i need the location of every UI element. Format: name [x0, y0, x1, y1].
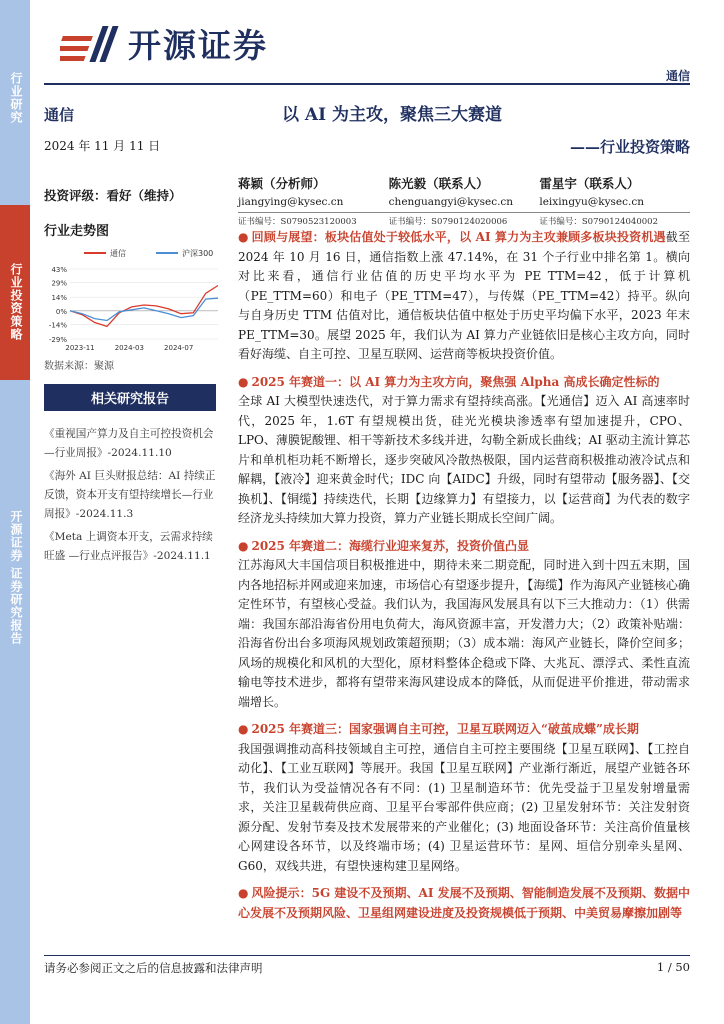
bullet-icon: ●	[238, 886, 249, 900]
y-tick-label: 0%	[55, 307, 67, 316]
trend-chart	[44, 245, 222, 353]
section-heading: 2025 年赛道二：海缆行业迎来复苏，投资价值凸显	[251, 538, 530, 553]
x-tick-label: 2023-11	[65, 344, 95, 352]
section-text: 全球 AI 大模型快速迭代，对于算力需求有望持续高涨。【光通信】迈入 AI 高速率时代，2025 年，1.6T 有望规模出货，硅光光模块渗透率有望加速提升，CPO、LPO、薄膜铌酸锂、相干等新技术多线并进，勾勒全新成长曲线；AI 驱动主流计算芯片和单机柜功耗不断增长，逐步突破风冷散热极限，国内运营商积极推动液冷试点和解耦，【液冷】迎来黄金时代；IDC 向【AIDC】升级，同时有望带动【服务器】、【交换机】、【铜缆】持续迭代，长期【边缘算力】有望接力，以【运营商】为代表的数字经济龙头持续加大算力投资，算力产业链长期成长空间广阔。	[238, 394, 690, 525]
sidebar-block-brand	[0, 380, 30, 1024]
section-review	[238, 228, 690, 365]
related-reports-list	[44, 425, 216, 566]
y-tick-label: 43%	[51, 266, 67, 274]
section-text: 我国强调推动高科技领域自主可控，通信自主可控主要围绕【卫星互联网】、【工控自动化】、【工业互联网】等展开。我国【卫星互联网】产业渐行渐近，展望产业链各环节，我们认为受益情况各有不同：(1) 卫星制造环节：优先受益于卫星发射增量需求，关注卫星载荷供应商、卫星平台零部件供应商；(2) 卫星发射环节：关注发射资源分配、发射节奏及技术发展带来的产业催化；(3) 地面设备环节：关注高价值量核心网建设各环节，以及终端市场；(4) 卫星运营环节：星网、垣信分别牵头星网、G60，双线共进，有望快速构建卫星网络。	[238, 741, 690, 873]
analyst-email[interactable]: chenguangyi@kysec.cn	[388, 196, 514, 208]
analyst-name: 雷星宇（联系人）	[539, 176, 640, 191]
section-track-one	[238, 373, 690, 529]
x-tick-label: 2024-03	[114, 344, 144, 352]
bullet-icon: ●	[238, 538, 249, 553]
x-tick-label: 2024-07	[164, 344, 194, 352]
analyst-email[interactable]: leixingyu@kysec.cn	[539, 196, 644, 208]
page-number: 1 / 50	[656, 960, 690, 974]
section-risk	[238, 884, 690, 923]
investment-rating: 投资评级：看好（维持）	[44, 188, 182, 203]
y-tick-label: 14%	[51, 294, 67, 303]
section-track-two	[238, 537, 690, 713]
section-heading: 风险提示：	[251, 886, 312, 900]
analyst-cert: 证书编号：S0790124040002	[539, 212, 690, 227]
report-date: 2024 年 11 月 11 日	[44, 139, 161, 153]
trend-chart-svg	[44, 245, 222, 353]
y-tick-label: -14%	[48, 321, 67, 330]
left-sector: 通信	[44, 106, 75, 124]
left-column	[44, 92, 216, 570]
section-text: 截至 2024 年 10 月 16 日，通信指数上涨 47.14%，在 31 个子行业中排名第 1。横向对比来看，通信行业估值的历史平均水平为 PE TTM=42，低于计算机（PE_TTM=60）和电子（PE_TTM=47），与传媒（PE_TTM=42）持平。纵向与自身历史 TTM 估值对比，通信板块估值中枢处于历史平均偏下水平，2023 年末 PE_TTM=30。展望 2025 年，我们认为 AI 算力产业链依旧是核心主攻方向，同时看好海缆、自主可控、卫星互联网、运营商等板块投资价值。	[238, 230, 690, 361]
sidebar-label-brand: 开源证券 证券研究报告	[9, 510, 23, 646]
sidebar-block-strategy	[0, 205, 30, 380]
trend-chart-title: 行业走势图	[44, 224, 110, 239]
kysec-logo-icon	[60, 22, 124, 66]
legend-label: 沪深300	[182, 249, 214, 258]
chart-source: 数据来源：聚源	[44, 361, 114, 372]
header-sector: 通信	[665, 69, 690, 83]
section-text: 5G 建设不及预期、AI 发展不及预期、智能制造发展不及预期、数据中心发展不及预期风险、卫星组网建设进度及投资规模低于预期、中美贸易摩擦加剧等	[238, 886, 690, 920]
report-title: 以 AI 为主攻，聚焦三大赛道	[282, 105, 502, 125]
section-track-three	[238, 720, 690, 876]
report-body	[238, 228, 690, 931]
bullet-icon: ●	[238, 230, 249, 244]
analyst-cert: 证书编号：S0790523120003	[238, 212, 389, 227]
report-subtitle: ——行业投资策略	[569, 138, 690, 156]
bullet-icon: ●	[238, 374, 249, 389]
brand-name: 开源证券	[128, 26, 268, 65]
analyst-name: 蒋颖（分析师）	[238, 176, 326, 191]
y-tick-label: 29%	[51, 279, 67, 288]
sidebar-label-research: 行业研究	[9, 72, 23, 124]
footer-disclaimer[interactable]: 请务必参阅正文之后的信息披露和法律声明	[44, 961, 263, 975]
section-text: 江苏海风大丰国信项目积极推进中，期待未来二期竞配，同时进入到十四五末期，国内各地招标并网或迎来加速，市场信心有望逐步提升，【海缆】作为海风产业链核心确定性环节，有望核心受益。我们认为，我国海风发展具有以下三大推动力：（1）供需端：我国东部沿海省份用电负荷大，海风资源丰富，开发潜力大；（2）政策补贴端：沿海省份出台多项海风规划政策超预期；（3）成本端：海风产业链长，降价空间多；风场的规模化和风机的大型化，原材料整体企稳或下降、大兆瓦、漂浮式、柔性直流输电等技术进步，都将有望带来海风建设成本的降低，从而促进平价推进，带动需求端增长。	[238, 558, 690, 709]
related-report-item[interactable]: 《Meta 上调资本开支，云需求持续旺盛 —行业点评报告》-2024.11.1	[44, 531, 213, 562]
series-line	[70, 286, 218, 327]
section-heading: 2025 年赛道一：以 AI 算力为主攻方向，聚焦强 Alpha 高成长确定性标的	[251, 374, 660, 389]
related-reports-title: 相关研究报告	[44, 384, 216, 411]
analyst-cert: 证书编号：S0790124020006	[389, 212, 540, 227]
y-tick-label: -29%	[48, 336, 67, 344]
header-divider	[44, 83, 690, 85]
bullet-icon: ●	[238, 722, 249, 736]
analyst-card	[539, 174, 690, 227]
section-heading: 回顾与展望：板块估值处于较低水平，以 AI 算力为主攻兼顾多板块投资机遇	[251, 230, 666, 244]
section-heading: 2025 年赛道三：国家强调自主可控，卫星互联网迈入“破茧成蝶”成长期	[251, 722, 639, 736]
analyst-card	[389, 174, 540, 227]
related-report-item[interactable]: 《海外 AI 巨头财报总结：AI 持续正反馈，资本开支有望持续增长—行业周报》-2024.11.3	[44, 470, 216, 520]
analyst-list	[238, 174, 690, 227]
sidebar-label-strategy: 行业投资策略	[9, 263, 23, 341]
footer-divider	[44, 955, 690, 956]
analyst-name: 陈光毅（联系人）	[388, 176, 489, 191]
related-report-item[interactable]: 《重视国产算力及自主可控投资机会—行业周报》-2024.11.10	[44, 428, 214, 459]
analyst-card	[238, 174, 389, 227]
analyst-email[interactable]: jiangying@kysec.cn	[238, 196, 344, 208]
legend-label: 通信	[110, 249, 126, 258]
